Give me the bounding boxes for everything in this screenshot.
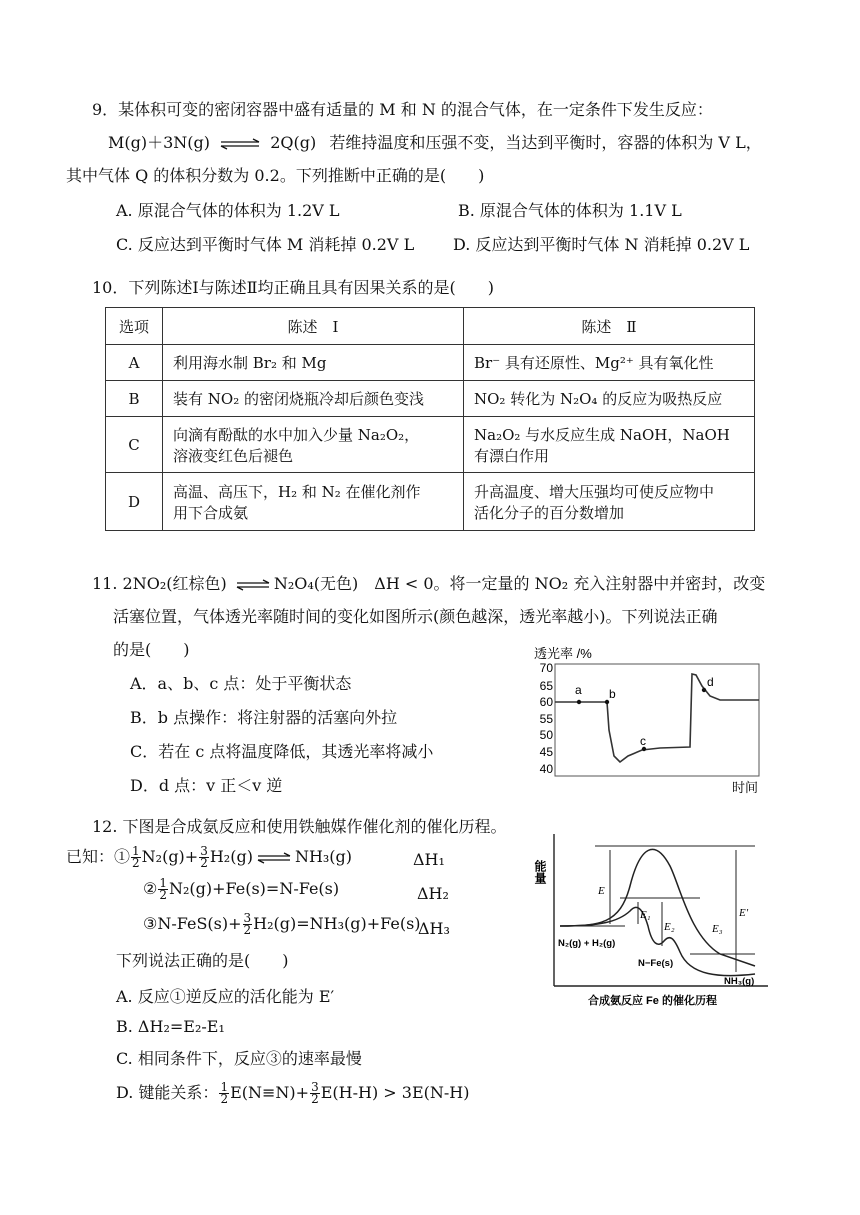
label-E2: E₂ [664,921,675,933]
transmittance-chart [520,640,770,798]
equilibrium-arrow-icon [257,852,291,864]
q9-eq-right: 2Q(g) [270,133,317,152]
q12-option-a: A. 反应①逆反应的活化能为 E′ [116,987,335,1006]
q9-equation [108,130,762,153]
row-statement-2: NO₂ 转化为 N₂O₄ 的反应为吸热反应 [464,381,755,417]
y-tick: 40 [539,762,553,776]
q12-ask: 下列说法正确的是( ) [116,951,289,970]
energy-profile-diagram [533,826,772,1011]
q9-option-b: B. 原混合气体的体积为 1.1V L [458,201,682,220]
chart-ylabel: 透光率 /% [534,646,592,661]
label-E1: E₁ [640,909,651,921]
q11-option-b: B．b 点操作：将注射器的活塞向外拉 [130,708,398,727]
label-E3: E₃ [712,923,723,935]
label-nh3: NH₃(g) [724,976,755,987]
q12-reaction-1: 已知：① $\frac{1}{2}$ N₂(g)+ $\frac{3}{2}$ H₂(g) NH₃(g) [66,844,353,870]
row-statement-2: Br⁻ 具有还原性、Mg²⁺ 具有氧化性 [464,345,755,381]
header-option: 选项 [106,308,163,345]
row-statement-1: 高温、高压下，H₂ 和 N₂ 在催化剂作 用下合成氨 [163,473,464,531]
q9-stem-line3: 其中气体 Q 的体积分数为 0.2。下列推断中正确的是( ) [66,166,485,185]
row-statement-1: 装有 NO₂ 的密闭烧瓶冷却后颜色变浅 [163,381,464,417]
y-tick: 50 [539,728,553,742]
diagram-ylabel: 能量 [533,860,547,884]
q9-eq-left: M(g)＋3N(g) [108,133,211,152]
label-d: d [707,675,714,689]
q10-table [105,307,755,531]
q12-option-c: C. 相同条件下，反应③的速率最慢 [116,1049,362,1068]
q12-dh3: ΔH₃ [418,919,450,938]
y-tick: 65 [539,679,553,693]
y-tick: 60 [539,695,553,709]
q12-reaction-3: ③N-FeS(s)+ $\frac{3}{2}$ H₂(g)=NH₃(g)+Fe(s) [143,911,421,937]
y-tick: 70 [539,661,553,675]
header-statement-1: 陈述 Ⅰ [163,308,464,345]
q11-option-c: C．若在 c 点将温度降低，其透光率将减小 [130,742,434,761]
q11-stem-line3: 的是( ) [113,640,190,659]
label-reactants: N₂(g) + H₂(g) [558,938,616,949]
q9-stem-line2: 若维持温度和压强不变，当达到平衡时，容器的体积为 V L， [329,133,762,152]
q11-stem-line2: 活塞位置，气体透光率随时间的变化如图所示(颜色越深，透光率越小)。下列说法正确 [113,607,718,626]
q12-dh1: ΔH₁ [413,850,445,869]
q9-stem-line1: 9．某体积可变的密闭容器中盛有适量的 M 和 N 的混合气体，在一定条件下发生反应： [92,100,713,119]
label-Eprime: E′ [739,907,749,919]
q12-option-b: B. ΔH₂=E₂-E₁ [116,1017,225,1036]
label-c: c [640,734,646,748]
diagram-caption: 合成氨反应 Fe 的催化历程 [588,995,717,1007]
y-ticks [540,661,554,776]
table-row [106,473,755,531]
y-tick: 45 [539,745,553,759]
row-option: C [106,417,163,473]
q11-option-a: A．a、b、c 点：处于平衡状态 [130,674,352,693]
plot-frame [555,664,759,776]
q11-stem-line1: 11. 2NO₂(红棕色) N₂O₄(无色) ΔH < 0。将一定量的 NO₂ 充入注射器中并密封，改变 [92,574,766,593]
label-nfe: N−Fe(s) [638,958,674,969]
q12-reaction-2: ② $\frac{1}{2}$ N₂(g)+Fe(s)=N-Fe(s) [143,876,340,902]
q9-option-d: D. 反应达到平衡时气体 N 消耗掉 0.2V L [453,235,750,254]
row-statement-2: Na₂O₂ 与水反应生成 NaOH，NaOH 有漂白作用 [464,417,755,473]
q11-option-d: D．d 点：v 正＜v 逆 [130,776,283,795]
table-row [106,417,755,473]
table-header-row [106,308,755,345]
row-statement-1: 利用海水制 Br₂ 和 Mg [163,345,464,381]
label-a: a [575,683,582,697]
row-option: D [106,473,163,531]
header-statement-2: 陈述 Ⅱ [464,308,755,345]
row-option: B [106,381,163,417]
table-row [106,381,755,417]
row-option: A [106,345,163,381]
q10-stem: 10．下列陈述Ⅰ与陈述Ⅱ均正确且具有因果关系的是( ) [92,278,495,297]
row-statement-1: 向滴有酚酞的水中加入少量 Na₂O₂， 溶液变红色后褪色 [163,417,464,473]
transmittance-curve [555,674,759,762]
table-row [106,345,755,381]
point-a [577,700,581,704]
q9-option-a: A. 原混合气体的体积为 1.2V L [116,201,340,220]
label-E: E [598,885,605,897]
chart-xlabel: 时间 [732,780,759,795]
label-b: b [609,687,616,701]
row-statement-2: 升高温度、增大压强均可使反应物中 活化分子的百分数增加 [464,473,755,531]
q9-option-c: C. 反应达到平衡时气体 M 消耗掉 0.2V L [116,235,415,254]
y-tick: 55 [539,712,553,726]
q12-stem: 12. 下图是合成氨反应和使用铁触媒作催化剂的催化历程。 [92,817,507,836]
point-d [702,688,706,692]
equilibrium-arrow-icon [236,579,270,591]
equilibrium-arrow-icon [219,138,261,150]
q12-dh2: ΔH₂ [417,884,449,903]
q12-option-d: D. 键能关系： $\frac{1}{2}$ E(N≡N)+ $\frac{3}{2}$ E(H-H) > 3E(N-H) [116,1080,470,1106]
